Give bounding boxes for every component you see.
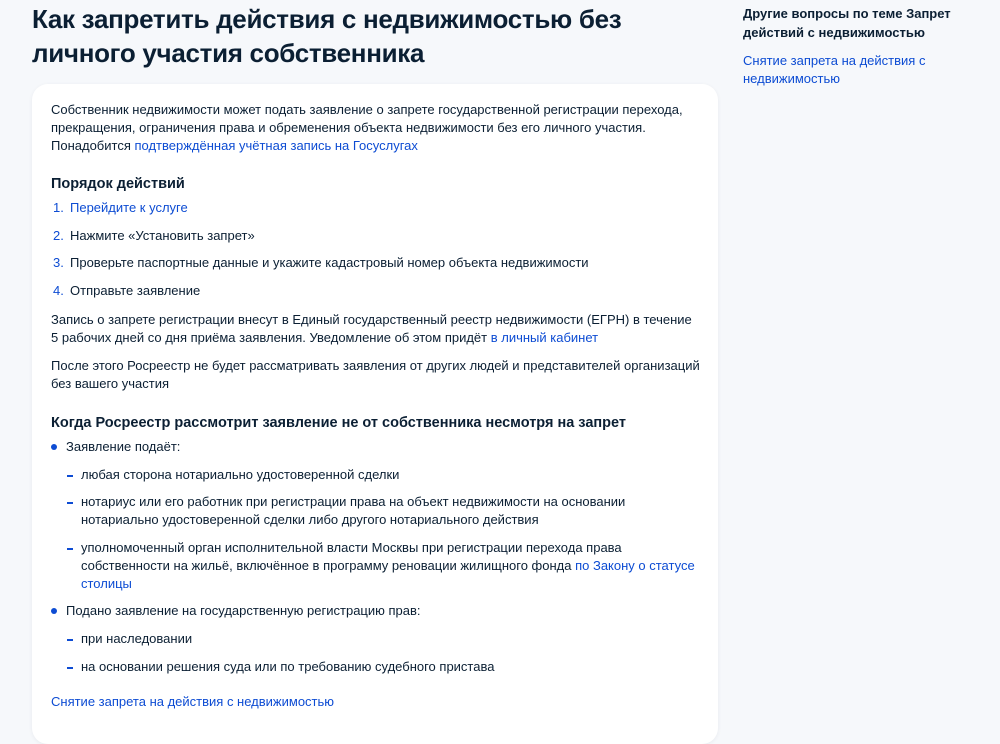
related-questions-title: Другие вопросы по теме Запрет действий с недвижимостью — [743, 6, 951, 40]
exception-item-text: на основании решения суда или по требованию судебного пристава — [81, 658, 495, 674]
step-text: Нажмите «Установить запрет» — [70, 227, 255, 243]
exception-group-text: Подано заявление на государственную регистрацию прав: — [66, 603, 421, 618]
step-item — [51, 199, 700, 217]
dash-icon — [67, 667, 73, 669]
exception-group-text: Заявление подаёт: — [66, 438, 181, 454]
dash-icon — [67, 548, 73, 550]
bullet-icon — [51, 608, 57, 614]
personal-account-link[interactable]: в личный кабинет — [490, 329, 599, 345]
exception-item-text: нотариус или его работник при регистрации права на объект недвижимости на основании нотариально удостоверенной сделки либо другого нотариального действия — [81, 494, 626, 527]
exception-item — [66, 539, 700, 593]
step-number: 4. — [53, 282, 64, 298]
exception-item-text: при наследовании — [81, 631, 193, 646]
article-card — [32, 84, 718, 744]
capital-status-law-link[interactable]: по Закону о статусе столицы — [81, 557, 695, 591]
related-questions-sidebar — [743, 4, 973, 88]
exception-group — [51, 602, 700, 676]
exceptions-list — [51, 438, 700, 676]
exception-group — [51, 438, 700, 593]
step-item — [51, 254, 700, 272]
bullet-icon — [51, 444, 57, 450]
exception-item — [66, 658, 700, 676]
remove-ban-link[interactable]: Снятие запрета на действия с недвижимостью — [51, 694, 335, 709]
steps-list — [51, 199, 700, 300]
page-title: Как запретить действия с недвижимостью без личного участия собственника — [32, 4, 622, 68]
record-paragraph — [51, 311, 700, 347]
exception-item-text: любая сторона нотариально удостоверенной сделки — [81, 466, 400, 482]
exception-sublist — [66, 466, 700, 593]
exception-sublist — [66, 630, 700, 676]
exceptions-heading: Когда Росреестр рассмотрит заявление не от собственника несмотря на запрет — [51, 414, 626, 431]
step-number: 2. — [53, 227, 64, 243]
dash-icon — [67, 502, 73, 504]
step-item — [51, 282, 700, 300]
exception-item — [66, 493, 700, 529]
dash-icon — [67, 639, 73, 641]
step-number: 3. — [53, 255, 64, 270]
gosuslugi-account-link[interactable]: подтверждённая учётная запись на Госуслугах — [134, 138, 418, 153]
step-text: Проверьте паспортные данные и укажите кадастровый номер объекта недвижимости — [70, 255, 589, 270]
intro-paragraph — [51, 101, 700, 155]
related-question-link[interactable]: Снятие запрета на действия с недвижимостью — [743, 53, 926, 86]
exception-item-text: уполномоченный орган исполнительной власти Москвы при регистрации перехода права собственности на жильё, включённое в программу реновации жилищного фонда — [81, 539, 622, 573]
steps-heading: Порядок действий — [51, 176, 185, 192]
intro-text: Собственник недвижимости может подать заявление о запрете государственной регистрации перехода, прекращения, ограничения права и обременения объекта недвижимости без его личного участия. Понадобится — [51, 102, 683, 153]
step-item — [51, 227, 700, 245]
record-text: Запись о запрете регистрации внесут в Единый государственный реестр недвижимости (ЕГРН) в течение 5 рабочих дней со дня приёма заявления. Уведомление об этом придёт — [51, 311, 692, 345]
after-paragraph: После этого Росреестр не будет рассматривать заявления от других людей и представителей организаций без вашего участия — [51, 357, 700, 391]
dash-icon — [67, 475, 73, 477]
step-text: Отправьте заявление — [70, 282, 201, 298]
go-to-service-link[interactable]: Перейдите к услуге — [70, 200, 188, 215]
exception-item — [66, 630, 700, 648]
exception-item — [66, 466, 700, 484]
step-number: 1. — [53, 200, 64, 215]
